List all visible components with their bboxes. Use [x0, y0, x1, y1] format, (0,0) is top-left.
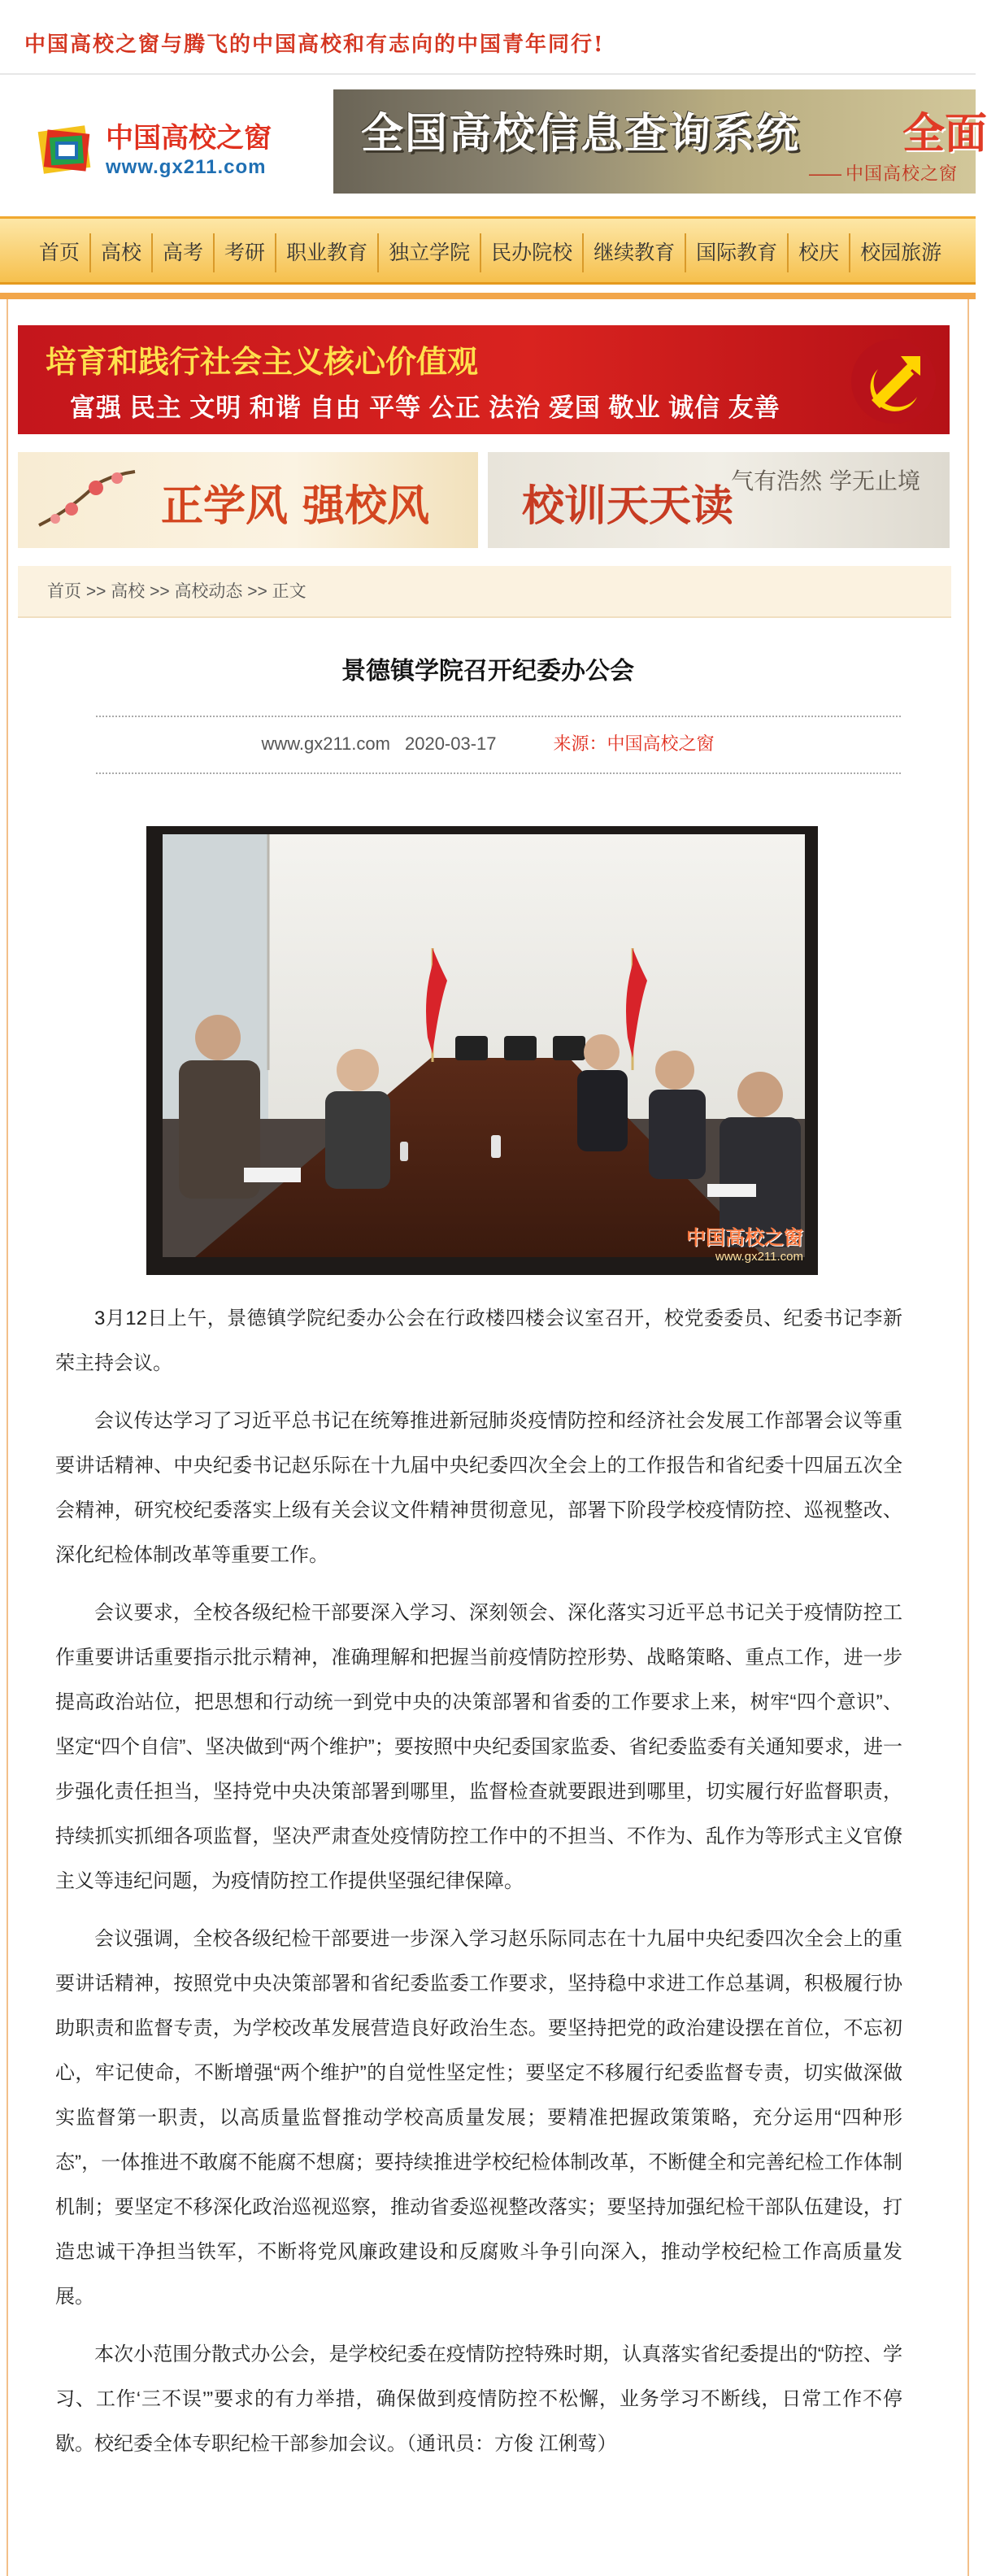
query-system-banner[interactable]: [333, 89, 987, 194]
article-photo: [146, 826, 818, 1275]
motto-banner-left[interactable]: [18, 452, 478, 548]
photo-watermark: [686, 1221, 803, 1264]
logo-url: www.gx211.com: [106, 156, 267, 178]
logo-mark-icon: [36, 117, 99, 181]
breadcrumb: [18, 566, 951, 618]
nav-item-colleges[interactable]: 高校: [91, 233, 153, 272]
banner-sub-text: 中国高校之窗: [845, 164, 958, 185]
article-source: 来源：中国高校之窗: [553, 733, 715, 754]
nav-item-anniversary[interactable]: 校庆: [789, 233, 850, 272]
motto-banner-right[interactable]: [488, 452, 950, 548]
nav-item-private[interactable]: 民办院校: [481, 233, 584, 272]
article-paragraph: 本次小范围分散式办公会，是学校纪委在疫情防控特殊时期，认真落实省纪委提出的“防控、学习、工作‘三不误’”要求的有力举措，确保做到疫情防控不松懈，业务学习不断线，日常工作不停歇。校纪委全体专职纪检干部参加会议。（通讯员：方俊 江俐莺）: [55, 2343, 902, 2455]
article-paragraph: 会议强调，全校各级纪检干部要进一步深入学习赵乐际同志在十九届中央纪委四次全会上的重要讲话精神，按照党中央决策部署和省纪委监委工作要求，坚持稳中求进工作总基调，积极履行协助职责和监督专责，为学校改革发展营造良好政治生态。要坚持把党的政治建设摆在首位，不忘初心，牢记使命，不断增强“两个维护”的自觉性坚定性；要坚定不移履行纪委监督专责，切实做深做实监督第一职责，以高质量监督推动学校高质量发展；要精准把握政策策略，充分运用“四种形态”，一体推进不敢腐不能腐不想腐；要持续推进学校纪检体制改革，不断健全和完善纪检工作体制机制；要坚定不移深化政治巡视巡察，推动省委巡视整改落实；要坚持加强纪检干部队伍建设，打造忠诚干净担当铁军，不断将党风廉政建设和反腐败斗争引向深入，推动学校纪检工作高质量发展。: [55, 1928, 902, 2308]
core-values-title: 培育和践行社会主义核心价值观: [46, 346, 479, 380]
core-values-words: 富强 民主 文明 和谐 自由 平等 公正 法治 爱国 敬业 诚信 友善: [70, 394, 780, 422]
banner-sub-dash: ——: [807, 164, 841, 185]
nav-item-gaokao[interactable]: 高考: [153, 233, 215, 272]
banner-title: 全国高校信息查询系统: [361, 111, 801, 158]
article-paragraph: 3月12日上午，景德镇学院纪委办公会在行政楼四楼会议室召开，校党委委员、纪委书记李新荣主持会议。: [55, 1308, 902, 1374]
breadcrumb-separator: >>: [247, 582, 272, 601]
article-paragraph: 会议传达学习了习近平总书记在统筹推进新冠肺炎疫情防控和经济社会发展工作部署会议等重要讲话精神、中央纪委书记赵乐际在十九届中央纪委四次全会上的工作报告和省纪委十四届五次全会精神，研究校纪委落实上级有关会议文件精神贯彻意见，部署下阶段学校疫情防控、巡视整改、深化纪检体制改革等重要工作。: [55, 1410, 902, 1566]
site-header: [0, 73, 987, 207]
nav-item-international[interactable]: 国际教育: [686, 233, 789, 272]
article-body: [55, 1296, 902, 2479]
breadcrumb-current: 正文: [272, 582, 307, 601]
site-tagline: 中国高校之窗与腾飞的中国高校和有志向的中国青年同行!: [24, 33, 605, 57]
breadcrumb-home[interactable]: 首页: [47, 582, 81, 601]
breadcrumb-news[interactable]: 高校动态: [174, 582, 243, 601]
motto-right-text: 校训天天读: [522, 481, 734, 531]
article-site: www.gx211.com: [261, 733, 390, 754]
breadcrumb-separator: >>: [85, 582, 111, 601]
breadcrumb-colleges[interactable]: 高校: [111, 582, 146, 601]
core-values-banner[interactable]: [18, 325, 950, 434]
party-emblem-icon: [849, 337, 938, 426]
nav-item-independent[interactable]: 独立学院: [379, 233, 481, 272]
watermark-url: www.gx211.com: [715, 1250, 803, 1264]
article-meta: [0, 730, 976, 755]
article-title: 景德镇学院召开纪委办公会: [341, 658, 634, 685]
nav-item-vocational[interactable]: 职业教育: [276, 233, 379, 272]
watermark-name: 中国高校之窗: [686, 1227, 803, 1249]
meeting-room-illustration: [146, 826, 818, 1275]
title-divider: [96, 716, 901, 717]
meta-divider: [96, 772, 901, 774]
site-logo[interactable]: [36, 109, 304, 187]
nav-item-home[interactable]: 首页: [29, 233, 91, 272]
main-navigation: [0, 216, 976, 285]
motto-calligraphy: 气有浩然 学无止境: [731, 468, 920, 494]
article-paragraph: 会议要求，全校各级纪检干部要深入学习、深刻领会、深化落实习近平总书记关于疫情防控工作重要讲话重要指示批示精神，准确理解和把握当前疫情防控形势、战略策略、重点工作，进一步提高政治站位，把思想和行动统一到党中央的决策部署和省委的工作要求上来，树牢“四个意识”、坚定“四个自信”、坚决做到“两个维护”；要按照中央纪委国家监委、省纪委监委有关通知要求，进一步强化责任担当，坚持党中央决策部署到哪里，监督检查就要跟进到哪里，切实履行好监督职责，持续抓实抓细各项监督，坚决严肃查处疫情防控工作中的不担当、不作为、乱作为等形式主义官僚主义等违纪问题，为疫情防控工作提供坚强纪律保障。: [55, 1602, 902, 1892]
nav-item-kaoyan[interactable]: 考研: [215, 233, 276, 272]
header-divider: [0, 293, 976, 299]
motto-left-text: 正学风 强校风: [161, 481, 430, 531]
nav-item-continuing[interactable]: 继续教育: [584, 233, 686, 272]
article-date: 2020-03-17: [404, 733, 497, 754]
nav-item-campus-travel[interactable]: 校园旅游: [860, 242, 942, 264]
banner-subtitle: [808, 160, 963, 185]
plum-blossom-icon: [39, 468, 137, 533]
banner-right-text: 全面: [902, 111, 987, 158]
breadcrumb-separator: >>: [150, 582, 175, 601]
logo-name: 中国高校之窗: [106, 123, 272, 154]
